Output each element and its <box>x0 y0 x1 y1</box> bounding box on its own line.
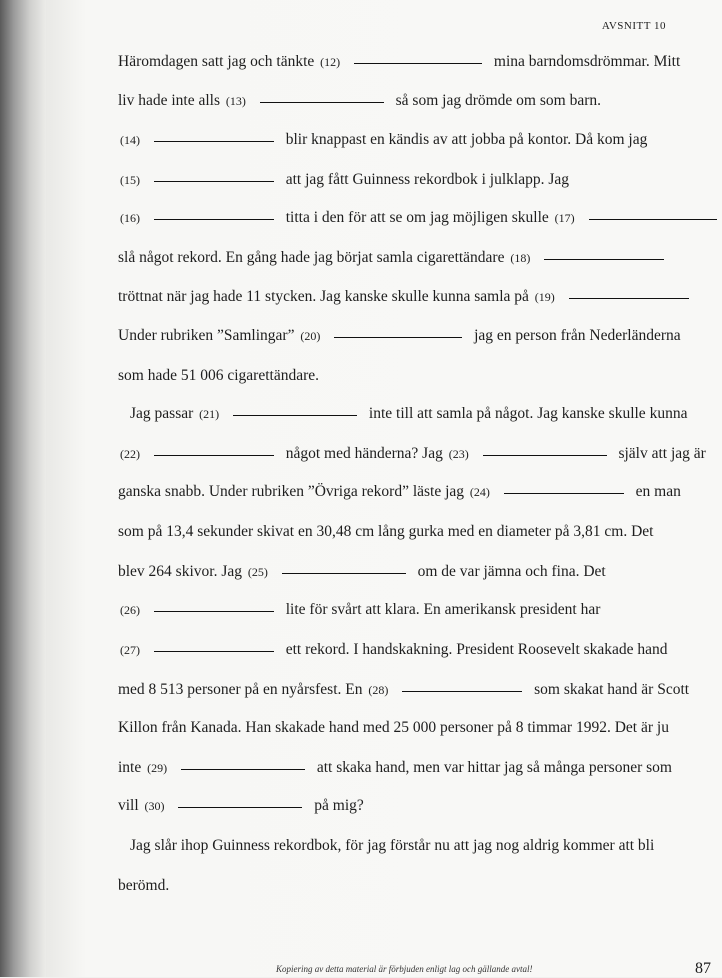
fill-blank-17[interactable] <box>589 218 717 220</box>
fill-blank-18[interactable] <box>544 258 664 260</box>
fill-blank-20[interactable] <box>334 336 462 338</box>
sentence-text: slå något rekord. En gång hade jag börjat samla cigarettändare <box>118 249 505 266</box>
sentence-text: som skakat hand är Scott <box>534 681 690 698</box>
sentence-text: mina barndomsdrömmar. Mitt <box>493 53 681 70</box>
gap-number: (16) <box>120 211 140 225</box>
fill-blank-25[interactable] <box>282 572 406 574</box>
sentence-text: vill <box>118 797 139 814</box>
fill-blank-13[interactable] <box>260 101 384 103</box>
text-line <box>118 366 710 386</box>
sentence-text: Killon från Kanada. Han skakade hand med 25 000 personer på 8 timmar 1992. Det är ju <box>118 719 669 736</box>
gap-number: (13) <box>225 94 246 108</box>
sentence-text: blir knappast en kändis av att jobba på kontor. Då kom jag <box>285 131 648 148</box>
text-line <box>118 326 710 346</box>
sentence-text: som på 13,4 sekunder skivat en 30,48 cm lång gurka med en diameter på 3,81 cm. Det <box>118 523 654 540</box>
gap-number: (29) <box>147 761 168 775</box>
text-line <box>118 718 710 738</box>
fill-blank-30[interactable] <box>178 806 302 808</box>
page-number: 87 <box>695 960 711 977</box>
text-line <box>118 482 710 502</box>
text-line <box>130 836 722 856</box>
fill-blank-28[interactable] <box>402 690 522 692</box>
sentence-text: själv att jag är <box>618 445 706 462</box>
text-line <box>118 248 710 268</box>
fill-blank-24[interactable] <box>504 492 624 494</box>
text-line <box>118 600 710 620</box>
sentence-text: på mig? <box>314 797 364 814</box>
sentence-text: inte <box>118 759 142 776</box>
gap-number: (21) <box>199 407 220 421</box>
gap-number: (24) <box>469 485 490 499</box>
text-line <box>118 796 710 816</box>
sentence-text: liv hade inte alls <box>118 92 221 109</box>
text-line <box>118 208 710 228</box>
fill-blank-16[interactable] <box>154 218 274 220</box>
sentence-text: titta i den för att se om jag möjligen skulle <box>285 209 549 226</box>
fill-blank-23[interactable] <box>483 454 607 456</box>
gap-number: (28) <box>368 683 389 697</box>
gap-number: (17) <box>554 211 575 225</box>
gap-number: (30) <box>144 799 165 813</box>
sentence-text: ganska snabb. Under rubriken ”Övriga rekord” läste jag <box>118 483 465 500</box>
sentence-text: med 8 513 personer på en nyårsfest. En <box>118 681 363 698</box>
sentence-text: så som jag drömde om som barn. <box>395 92 601 109</box>
sentence-text: berömd. <box>118 877 170 894</box>
sentence-text: något med händerna? Jag <box>285 445 443 462</box>
gap-number: (22) <box>120 447 140 461</box>
sentence-text: blev 264 skivor. Jag <box>118 563 242 580</box>
fill-blank-19[interactable] <box>569 297 689 299</box>
fill-blank-12[interactable] <box>354 62 482 64</box>
sentence-text: en man <box>635 483 681 500</box>
fill-blank-14[interactable] <box>154 140 274 142</box>
text-line <box>118 680 710 700</box>
gap-number: (27) <box>120 643 140 657</box>
gap-number: (20) <box>300 329 321 343</box>
fill-blank-29[interactable] <box>181 768 305 770</box>
text-line <box>118 287 710 307</box>
sentence-text: Under rubriken ”Samlingar” <box>118 327 295 344</box>
text-line <box>118 130 710 150</box>
sentence-text: inte till att samla på något. Jag kanske skulle kunna <box>368 405 688 422</box>
fill-blank-26[interactable] <box>154 610 274 612</box>
sentence-text: lite för svårt att klara. En amerikansk president har <box>285 601 601 618</box>
text-line <box>118 91 710 111</box>
text-line <box>118 876 710 896</box>
text-line <box>130 404 722 424</box>
text-line <box>118 170 710 190</box>
sentence-text: som hade 51 006 cigarettändare. <box>118 367 319 384</box>
sentence-text: jag en person från Nederländerna <box>474 327 681 344</box>
sentence-text: Jag passar <box>130 405 194 422</box>
sentence-text: Jag slår ihop Guinness rekordbok, för jag förstår nu att jag nog aldrig kommer att bli <box>130 837 655 854</box>
fill-blank-15[interactable] <box>154 180 274 182</box>
sentence-text: tröttnat när jag hade 11 stycken. Jag kanske skulle kunna samla på <box>118 288 529 305</box>
section-header: AVSNITT 10 <box>601 20 666 32</box>
text-line <box>118 52 710 72</box>
gap-number: (25) <box>247 565 268 579</box>
gap-number: (15) <box>120 173 140 187</box>
sentence-text: Häromdagen satt jag och tänkte <box>118 53 315 70</box>
fill-blank-22[interactable] <box>154 454 274 456</box>
gap-number: (14) <box>120 133 140 147</box>
fill-blank-27[interactable] <box>154 650 274 652</box>
gap-number: (12) <box>320 55 341 69</box>
text-line <box>118 522 710 542</box>
gap-number: (23) <box>448 447 469 461</box>
text-line <box>118 444 710 464</box>
book-spine-shadow <box>0 0 46 977</box>
gap-number: (19) <box>534 290 555 304</box>
copyright-notice: Kopiering av detta material är förbjuden enligt lag och gällande avtal! <box>276 964 533 974</box>
gap-number: (18) <box>510 251 531 265</box>
gap-number: (26) <box>120 603 140 617</box>
sentence-text: att jag fått Guinness rekordbok i julklapp. Jag <box>285 171 569 188</box>
text-line <box>118 640 710 660</box>
sentence-text: om de var jämna och fina. Det <box>417 563 606 580</box>
text-line <box>118 758 710 778</box>
sentence-text: ett rekord. I handskakning. President Roosevelt skakade hand <box>285 641 668 658</box>
text-line <box>118 562 710 582</box>
workbook-page <box>46 0 722 977</box>
fill-blank-21[interactable] <box>233 414 357 416</box>
sentence-text: att skaka hand, men var hittar jag så många personer som <box>316 759 672 776</box>
